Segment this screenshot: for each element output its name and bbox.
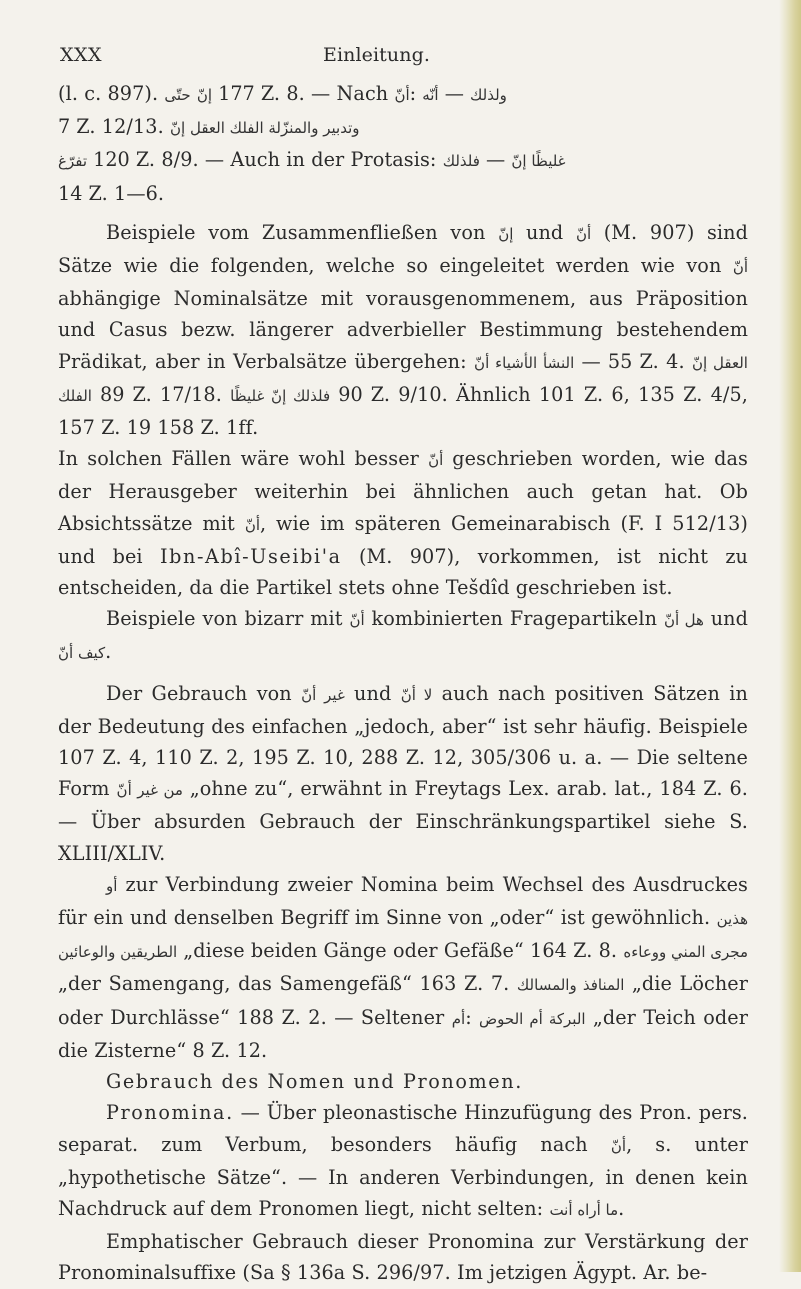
arabic-word: أنّ: [244, 515, 261, 534]
book-page: [58, 40, 748, 1289]
page-edge-shadow: [779, 0, 801, 1272]
paragraph-pronouns: Pronomina. — Über pleonastische Hinzufügung des Pron. pers. separat. zum Verbum, besonders häufig nach أنّ, s. unter „hypothetische Sätze“. — In anderen Verbindungen, in denen kein Nachdruck auf dem Pronomen liegt, nicht selten: ما أراه أنت .: [58, 1101, 749, 1220]
arabic-word: أنّه: [422, 86, 439, 104]
arabic-word: أم: [451, 1009, 466, 1028]
arabic-word: إنّ: [498, 224, 514, 243]
paragraph-usage: Der Gebrauch von غير أنّ und لا أنّ auch nach positiven Sätzen in der Bedeutung des einfachen „jedoch, aber“ ist sehr häufig. Beispiele 107 Z. 4, 110 Z. 2, 195 Z. 10, 288 Z. 12, 305/306 u. a. — Die seltene Form من غير أنّ „ohne zu“, erwähnt in Freytags Lex. arab. lat., 184 Z. 6. — Über absurden Gebrauch der Einschränkungspartikel siehe S. XLIII/XLIV.: [58, 681, 748, 865]
arabic-phrase: هل أنّ: [663, 611, 704, 630]
author-name: Ibn-Abî-Useibi'a: [159, 544, 342, 568]
arabic-word: أنّ: [610, 1136, 627, 1155]
arabic-word: أنّ: [576, 224, 592, 243]
arabic-word: إنّ: [196, 86, 212, 104]
arabic-phrase: مجرى المني ووعاءه: [623, 943, 749, 962]
paragraph-conjunction: أو zur Verbindung zweier Nomina beim Wechsel des Ausdruckes für ein und denselben Begriff im Sinne von „oder“ ist gewöhnlich. هذين الطريقين والوعائين „diese beiden Gänge oder Gefäße“ 164 Z. 8. مجرى المني ووعاءه „der Samengang, das Samengefäß“ 163 Z. 7. المنافذ والمسالك „die Löcher oder Durchlässe“ 188 Z. 2. — Seltener أم: البركة أم الحوض „der Teich oder die Zisterne“ 8 Z. 12.: [58, 872, 749, 1062]
arabic-phrase: غير أنّ: [301, 685, 345, 704]
arabic-phrase: كيف أنّ: [58, 644, 106, 663]
arabic-phrase: لا أنّ: [400, 685, 433, 704]
arabic-word: أنّ: [349, 611, 365, 630]
page-number: XXX: [60, 44, 103, 66]
arabic-phrase: هذين الطريقين والوعائين: [58, 910, 749, 962]
arabic-word: فلذلك: [442, 152, 480, 171]
pronomina-label: Pronomina.: [106, 1101, 234, 1125]
arabic-word: ولذلك: [470, 86, 507, 104]
arabic-word: حتّى: [164, 86, 191, 104]
arabic-phrase: وتدبير والمنزّلة الفلك العقل إنّ: [170, 119, 360, 138]
arabic-phrase: المنافذ والمسالك: [516, 976, 625, 995]
arabic-word: أنّ: [732, 258, 748, 277]
arabic-word: أو: [106, 876, 118, 895]
paragraph-emphatic: Emphatischer Gebrauch dieser Pronomina zur Verstärkung der Pronominalsuffixe (Sa § 136a S. 296/97. Im jetzigen Ägypt. Ar. be-: [58, 1230, 748, 1285]
page-header: [58, 40, 748, 78]
arabic-word: أنّ: [428, 451, 444, 470]
arabic-word: تفرّغ: [58, 152, 87, 171]
arabic-phrase: النشأ الأشياء أنّ: [474, 353, 575, 372]
arabic-phrase: غليظًا إنّ: [511, 152, 566, 171]
paragraph-question-particles: Beispiele von bizarr mit أنّ kombinierten Fragepartikeln هل أنّ und كيف أنّ .: [58, 607, 748, 664]
section-heading: Gebrauch des Nomen und Pronomen.: [106, 1070, 523, 1094]
arabic-phrase: من غير أنّ: [116, 781, 183, 800]
arabic-word: أنّ: [394, 86, 410, 104]
arabic-phrase: فلذلك إنّ غليظًا: [230, 386, 331, 405]
arabic-phrase: البركة أم الحوض: [479, 1009, 586, 1028]
arabic-phrase: العقل إنّ الفلك: [58, 353, 748, 405]
paragraph-examples: Beispiele vom Zusammenfließen von إنّ und أنّ (M. 907) sind Sätze wie die folgenden, welche so eingeleitet werden wie von أنّ abhängige Nominalsätze mit vorausgenommenem, aus Präposition und Casus bezw. längerer adverbieller Bestimmung bestehendem Prädikat, aber in Verbalsätze übergehen: النشأ الأشياء أنّ — 55 Z. 4. العقل إنّ الفلك 89 Z. 17/18. فلذلك إنّ غليظًا 90 Z. 9/10. Ähnlich 101 Z. 6, 135 Z. 4/5, 157 Z. 19 158 Z. 1ff. In solchen Fällen wäre wohl besser أنّ geschrieben worden, wie das der Herausgeber weiterhin bei ähnlichen auch getan hat. Ob Absichtssätze mit أنّ, wie im späteren Gemeinarabisch (F. I 512/13) und bei Ibn-Abî-Useibi'a (M. 907), vorkommen, ist nicht zu entscheiden, da die Partikel stets ohne Tešdîd geschrieben ist.: [58, 220, 749, 600]
running-title: Einleitung.: [323, 44, 430, 66]
paragraph-citations: (l. c. 897). حتّى إنّ 177 Z. 8. — Nach أنّ: أنّه — ولذلك 7 Z. 12/13. وتدبير والمنزّلة الفلك العقل إنّ تفرّغ 120 Z. 8/9. — Auch in der Protasis: فلذلك — غليظًا إنّ 14 Z. 1—6.: [58, 82, 566, 205]
arabic-phrase: ما أراه أنت: [549, 1200, 619, 1219]
